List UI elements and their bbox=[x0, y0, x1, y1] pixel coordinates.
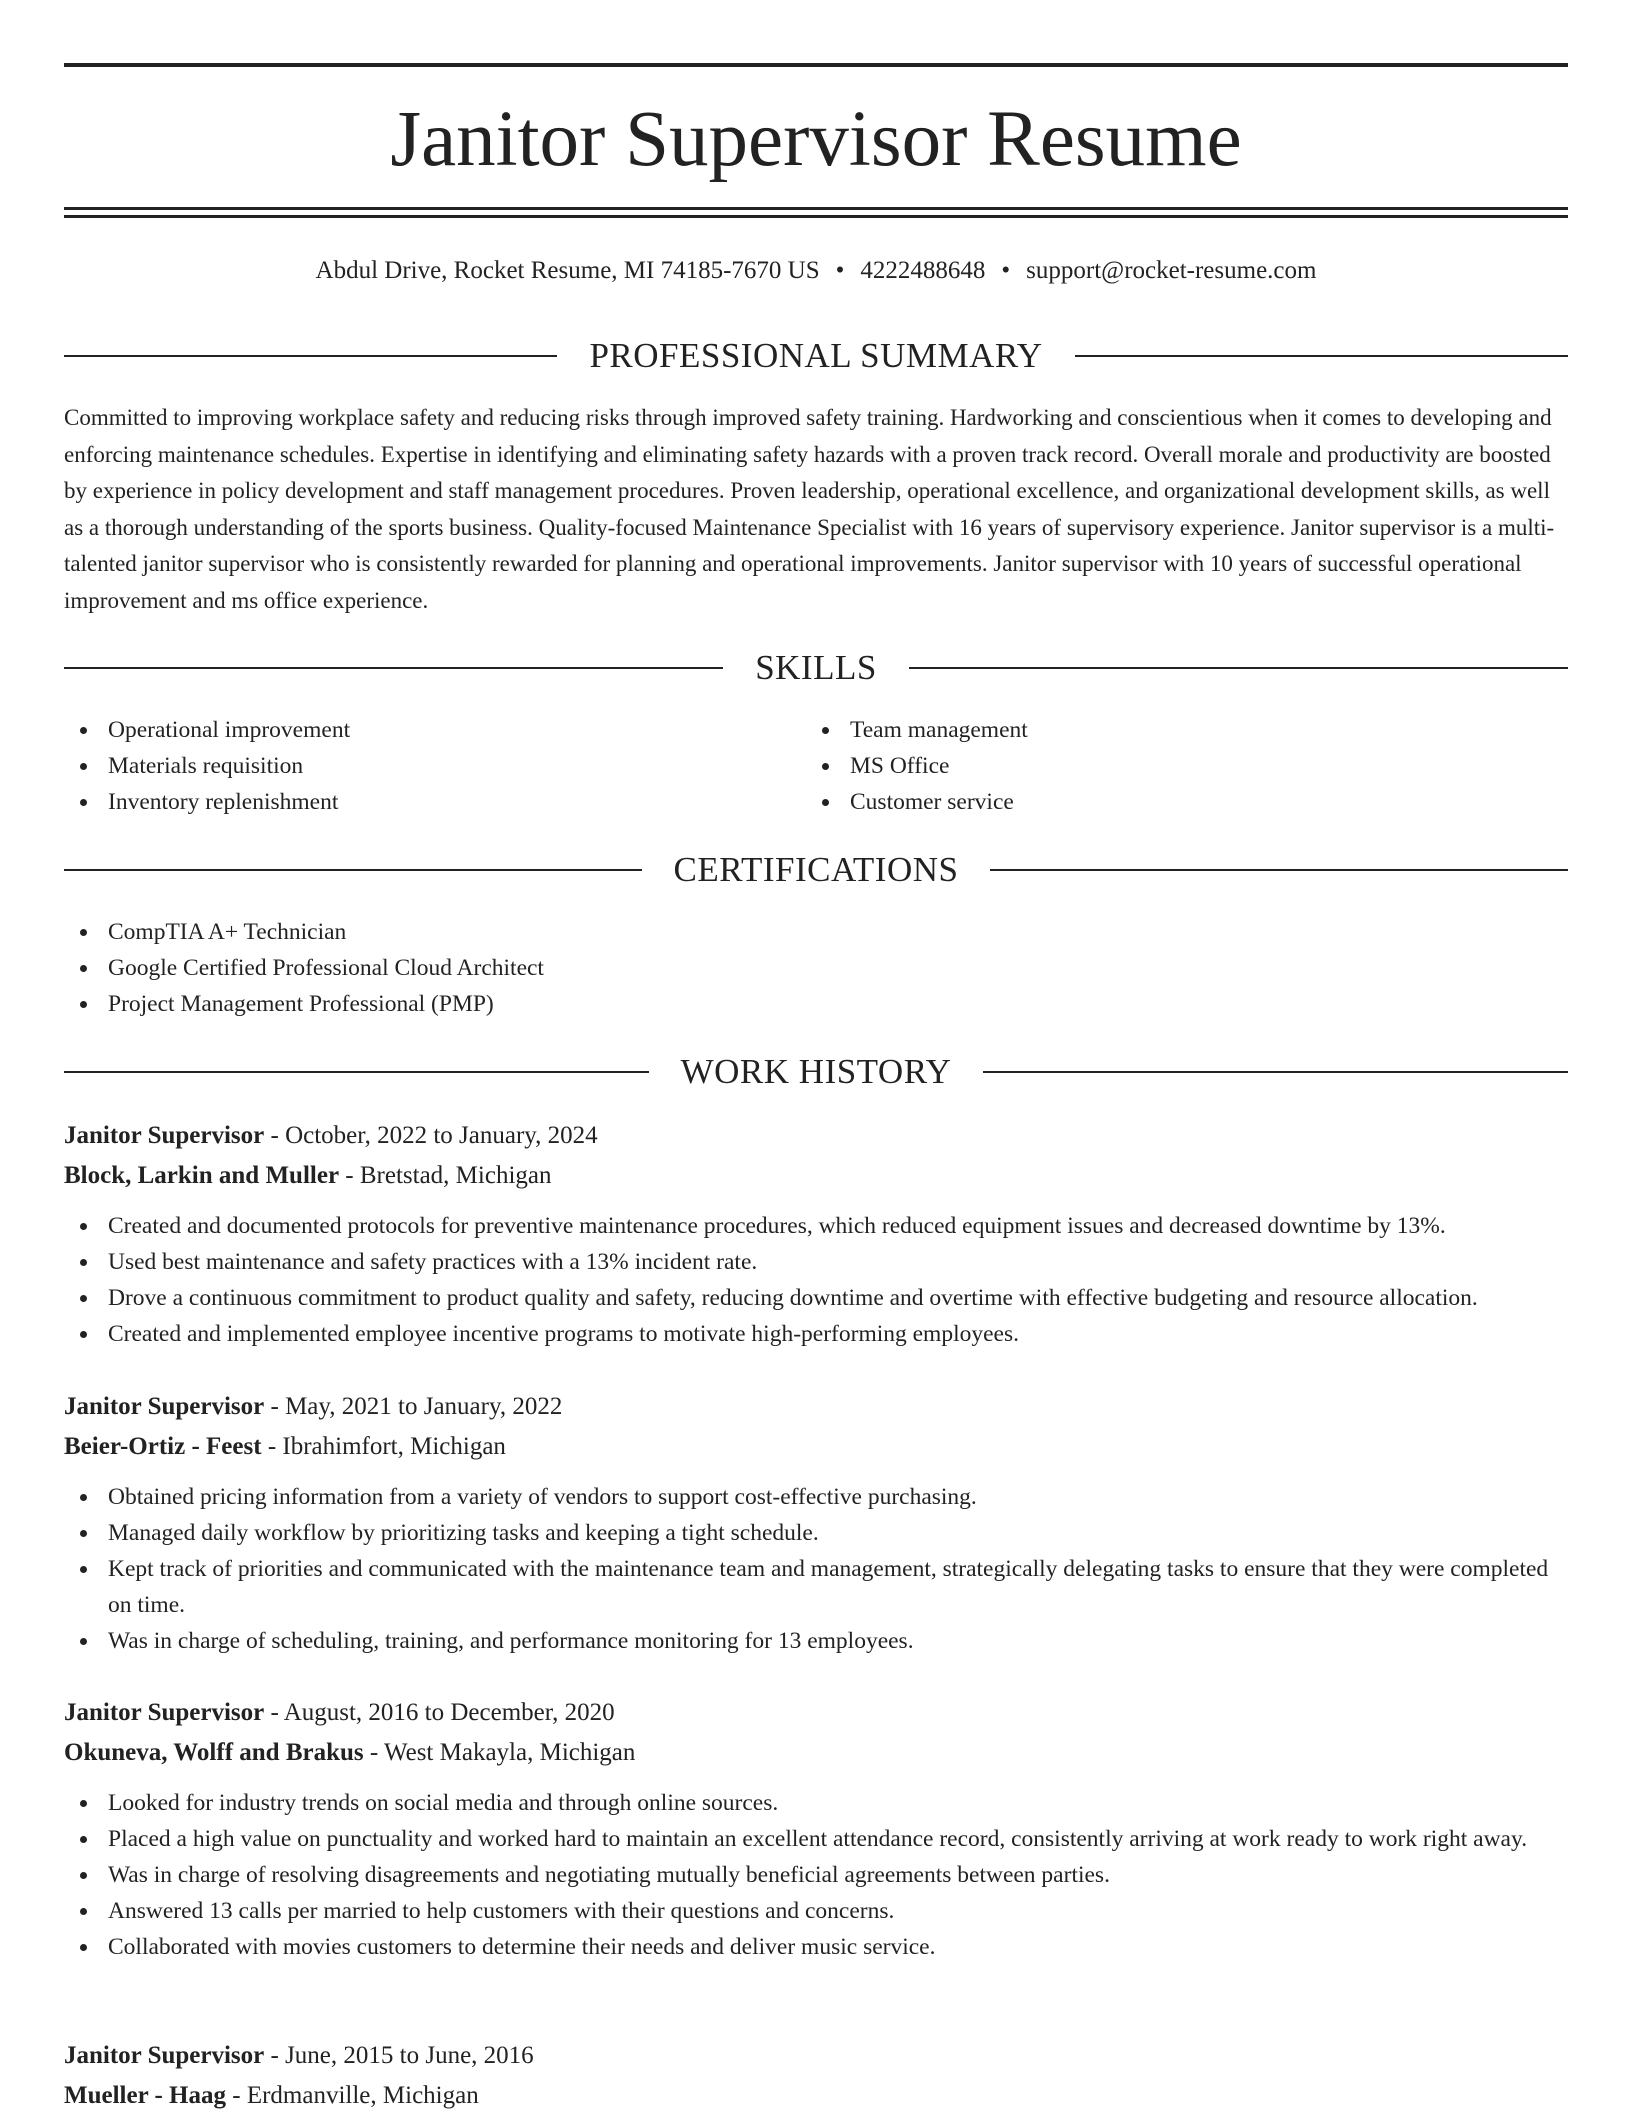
job-dates: - June, 2015 to June, 2016 bbox=[264, 2042, 534, 2069]
job-entry bbox=[64, 2036, 1568, 2116]
section-title: PROFESSIONAL SUMMARY bbox=[589, 336, 1043, 375]
section-rule bbox=[64, 355, 557, 357]
skill-item: Materials requisition bbox=[64, 748, 804, 784]
job-bullet: Answered 13 calls per married to help customers with their questions and concerns. bbox=[64, 1893, 1568, 1929]
job-location: - Ibrahimfort, Michigan bbox=[261, 1433, 506, 1460]
contact-phone: 4222488648 bbox=[860, 257, 986, 284]
job-bullet: Kept track of priorities and communicated with the maintenance team and management, strategically delegating tasks to ensure that they were completed on time. bbox=[64, 1551, 1568, 1623]
job-dates: - October, 2022 to January, 2024 bbox=[264, 1122, 598, 1149]
contact-email: support@rocket-resume.com bbox=[1026, 257, 1317, 284]
certification-item: CompTIA A+ Technician bbox=[64, 914, 1568, 950]
job-title: Janitor Supervisor bbox=[64, 2042, 265, 2069]
section-title: CERTIFICATIONS bbox=[673, 850, 959, 889]
job-bullets bbox=[64, 1479, 1568, 1659]
job-company-line bbox=[64, 1427, 1568, 1467]
job-company: Beier-Ortiz - Feest bbox=[64, 1433, 262, 1460]
job-company: Mueller - Haag bbox=[64, 2082, 226, 2109]
job-location: - Bretstad, Michigan bbox=[339, 1162, 552, 1189]
job-location: - Erdmanville, Michigan bbox=[226, 2082, 479, 2109]
section-heading-skills bbox=[64, 646, 1568, 690]
certifications-list bbox=[64, 914, 1568, 1022]
section-rule bbox=[983, 1071, 1568, 1073]
job-title-line bbox=[64, 1387, 1568, 1427]
job-bullet: Created and implemented employee incentive programs to motivate high-performing employees. bbox=[64, 1316, 1568, 1352]
section-rule bbox=[64, 1071, 649, 1073]
job-bullet: Obtained pricing information from a variety of vendors to support cost-effective purchasing. bbox=[64, 1479, 1568, 1515]
skill-item: Inventory replenishment bbox=[64, 784, 804, 820]
skill-item: Customer service bbox=[806, 784, 1546, 820]
skills-list-left bbox=[64, 712, 804, 820]
section-heading-work-history bbox=[64, 1050, 1568, 1094]
certification-item: Google Certified Professional Cloud Architect bbox=[64, 950, 1568, 986]
job-title: Janitor Supervisor bbox=[64, 1393, 265, 1420]
job-entry bbox=[64, 1693, 1568, 1965]
resume-title: Janitor Supervisor Resume bbox=[390, 96, 1242, 183]
section-title: WORK HISTORY bbox=[680, 1052, 952, 1091]
job-bullet: Created and documented protocols for preventive maintenance procedures, which reduced equipment issues and decreased downtime by 13%. bbox=[64, 1208, 1568, 1244]
section-rule bbox=[64, 667, 723, 669]
job-company-line bbox=[64, 1733, 1568, 1773]
contact-address: Abdul Drive, Rocket Resume, MI 74185-7670 US bbox=[315, 257, 820, 284]
contact-line bbox=[64, 254, 1568, 288]
job-dates: - May, 2021 to January, 2022 bbox=[264, 1393, 563, 1420]
section-rule bbox=[64, 869, 642, 871]
job-bullet: Was in charge of resolving disagreements and negotiating mutually beneficial agreements between parties. bbox=[64, 1857, 1568, 1893]
contact-separator: • bbox=[1001, 257, 1011, 284]
skill-item: Team management bbox=[806, 712, 1546, 748]
contact-separator: • bbox=[835, 257, 845, 284]
job-bullets bbox=[64, 1785, 1568, 1965]
section-rule bbox=[909, 667, 1568, 669]
job-company-line bbox=[64, 1156, 1568, 1196]
job-company: Okuneva, Wolff and Brakus bbox=[64, 1739, 364, 1766]
skill-item: MS Office bbox=[806, 748, 1546, 784]
job-bullet: Used best maintenance and safety practices with a 13% incident rate. bbox=[64, 1244, 1568, 1280]
top-rule bbox=[64, 63, 1568, 67]
section-heading-summary bbox=[64, 334, 1568, 378]
job-company-line bbox=[64, 2076, 1568, 2116]
job-bullet: Looked for industry trends on social media and through online sources. bbox=[64, 1785, 1568, 1821]
job-bullet: Was in charge of scheduling, training, and performance monitoring for 13 employees. bbox=[64, 1623, 1568, 1659]
job-bullet: Drove a continuous commitment to product quality and safety, reducing downtime and overtime with effective budgeting and resource allocation. bbox=[64, 1280, 1568, 1316]
section-heading-certifications bbox=[64, 848, 1568, 892]
certification-item: Project Management Professional (PMP) bbox=[64, 986, 1568, 1022]
skills-list-right bbox=[806, 712, 1546, 820]
job-entry bbox=[64, 1387, 1568, 1659]
job-title-line bbox=[64, 1116, 1568, 1156]
section-rule bbox=[1075, 355, 1568, 357]
job-location: - West Makayla, Michigan bbox=[363, 1739, 636, 1766]
job-title: Janitor Supervisor bbox=[64, 1122, 265, 1149]
professional-summary: Committed to improving workplace safety and reducing risks through improved safety training. Hardworking and conscientious when it comes to developing and enforcing maintenance schedules. Expertise in identifying and eliminating safety hazards with a proven track record. Overall morale and productivity are boosted by experience in policy development and staff management procedures. Proven leadership, operational excellence, and organizational development skills, as well as a thorough understanding of the sports business. Quality-focused Maintenance Specialist with 16 years of supervisory experience. Janitor supervisor is a multi-talented janitor supervisor who is consistently rewarded for planning and operational improvements. Janitor supervisor with 10 years of successful operational improvement and ms office experience. bbox=[64, 405, 1555, 613]
section-rule bbox=[990, 869, 1568, 871]
job-bullet: Collaborated with movies customers to determine their needs and deliver music service. bbox=[64, 1929, 1568, 1965]
job-bullets bbox=[64, 1208, 1568, 1352]
section-title: SKILLS bbox=[755, 648, 877, 687]
job-company: Block, Larkin and Muller bbox=[64, 1162, 340, 1189]
job-title-line bbox=[64, 2036, 1568, 2076]
title-rule-lower bbox=[64, 215, 1568, 218]
job-entry bbox=[64, 1116, 1568, 1352]
job-dates: - August, 2016 to December, 2020 bbox=[264, 1699, 615, 1726]
skill-item: Operational improvement bbox=[64, 712, 804, 748]
job-title-line bbox=[64, 1693, 1568, 1733]
job-title: Janitor Supervisor bbox=[64, 1699, 265, 1726]
job-bullet: Placed a high value on punctuality and worked hard to maintain an excellent attendance record, consistently arriving at work ready to work right away. bbox=[64, 1821, 1568, 1857]
title-rule-upper bbox=[64, 207, 1568, 210]
job-bullet: Managed daily workflow by prioritizing tasks and keeping a tight schedule. bbox=[64, 1515, 1568, 1551]
